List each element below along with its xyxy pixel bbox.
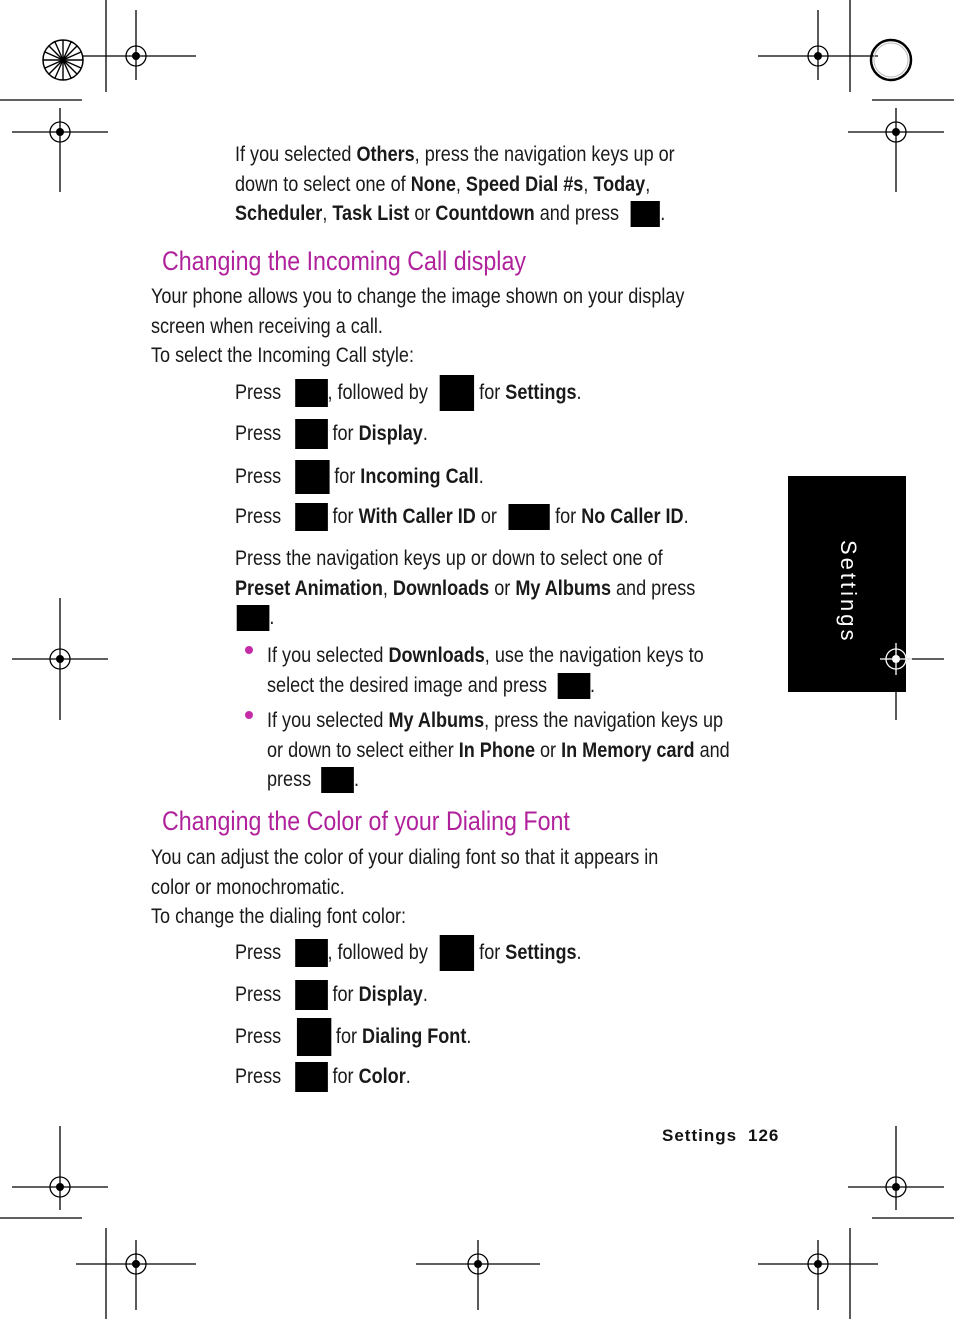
number-key-icon [295, 460, 329, 494]
s2-step-4: Press for Color. [235, 1057, 411, 1097]
menu-key-icon [295, 939, 328, 967]
page-number: 126 [748, 1126, 780, 1145]
section1-heading: Changing the Incoming Call display [162, 246, 526, 276]
side-tab-label: Settings [836, 540, 861, 644]
number-key-icon [440, 935, 474, 971]
s1-step-2: Press for Display. [235, 414, 428, 454]
s1-bullet-myalbums: If you selected My Albums, press the navigation keys up or down to select either In Phone or In Memory card and press . [267, 706, 817, 795]
bullet-icon [245, 711, 253, 719]
ok-key-icon [321, 767, 354, 793]
number-key-icon [295, 1062, 328, 1092]
section2-heading: Changing the Color of your Dialing Font [162, 806, 570, 836]
footer-section-name: Settings [662, 1126, 738, 1145]
s1-step-3: Press for Incoming Call. [235, 457, 484, 497]
s1-step-4: Press for With Caller ID or for No Caller ID. [235, 497, 689, 537]
number-key-icon [295, 980, 328, 1010]
number-key-icon [509, 504, 550, 530]
s1-step-1: Press , followed by for Settings. [235, 373, 582, 413]
number-key-icon [295, 419, 328, 449]
s2-step-1: Press , followed by for Settings. [235, 933, 582, 973]
ok-key-icon [631, 201, 660, 227]
s1-nav-paragraph: Press the navigation keys up or down to select one of Preset Animation, Downloads or My Albums and press . [235, 544, 785, 633]
tab-crosshair [880, 643, 912, 675]
number-key-icon [297, 1018, 331, 1056]
ok-key-icon [557, 673, 590, 699]
s2-step-2: Press for Display. [235, 975, 428, 1015]
section2-description: You can adjust the color of your dialing font so that it appears in color or monochromatic. To change the dialing font color: [151, 846, 659, 928]
s1-bullet-downloads: If you selected Downloads, use the navigation keys to select the desired image and press . [267, 641, 817, 700]
menu-key-icon [295, 379, 328, 407]
ok-key-icon [237, 605, 270, 631]
section1-description: Your phone allows you to change the image shown on your display screen when receiving a call. To select the Incoming Call style: [151, 285, 685, 367]
s2-step-3: Press for Dialing Font. [235, 1017, 471, 1057]
bullet-icon [245, 646, 253, 654]
number-key-icon [440, 375, 474, 411]
number-key-icon [295, 503, 328, 531]
intro-paragraph: If you selected Others, press the navigation keys up or down to select one of None, Speed Dial #s, Today, Scheduler, Task List or Countdown and press . [235, 140, 785, 229]
